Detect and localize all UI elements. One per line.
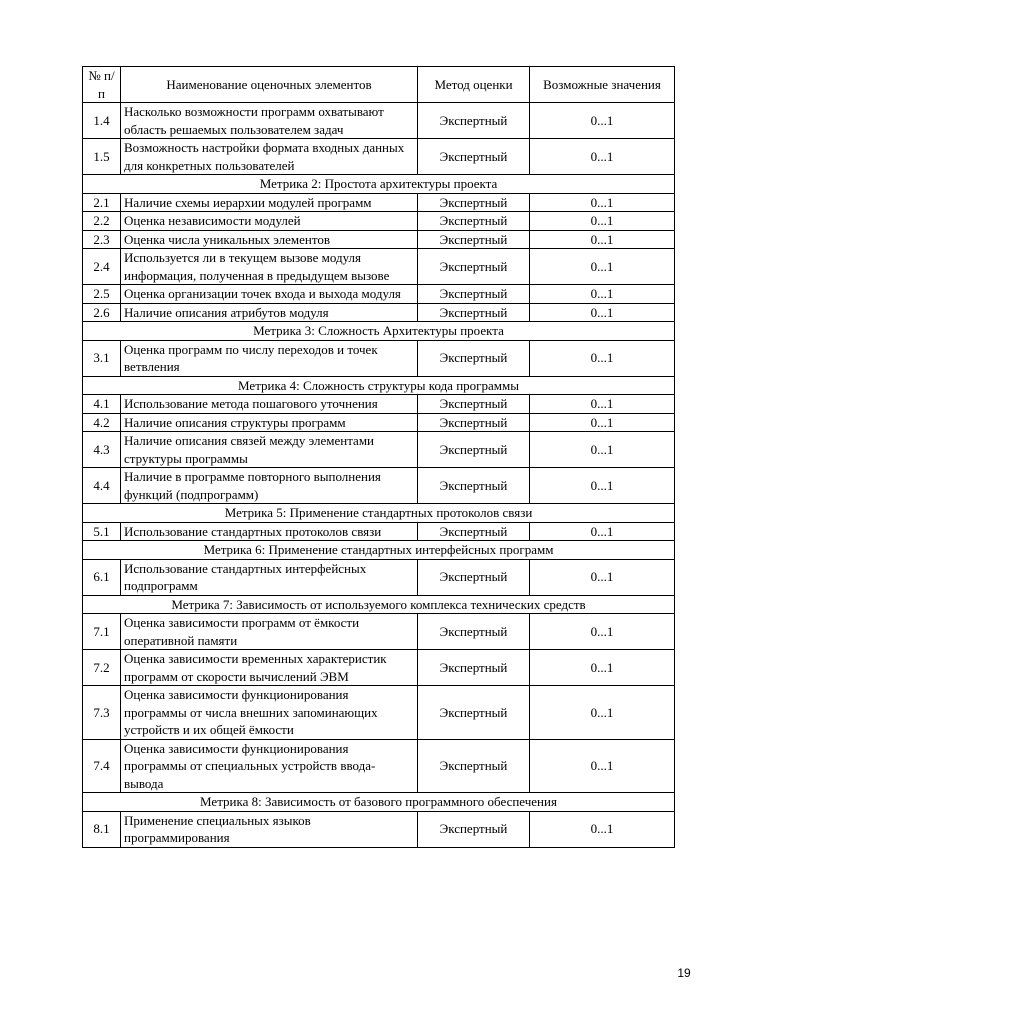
value-range: 0...1 (530, 230, 675, 249)
value-range: 0...1 (530, 193, 675, 212)
value-range: 0...1 (530, 249, 675, 285)
row-number: 4.3 (83, 432, 121, 468)
evaluation-method: Экспертный (418, 230, 530, 249)
value-range: 0...1 (530, 395, 675, 414)
section-row (83, 322, 675, 341)
row-number: 4.1 (83, 395, 121, 414)
value-range: 0...1 (530, 686, 675, 740)
table-row (83, 193, 675, 212)
evaluation-method: Экспертный (418, 432, 530, 468)
element-name: Оценка независимости модулей (121, 212, 418, 231)
value-range: 0...1 (530, 650, 675, 686)
table-row (83, 230, 675, 249)
evaluation-method: Экспертный (418, 139, 530, 175)
table-row (83, 212, 675, 231)
section-title: Метрика 7: Зависимость от используемого комплекса технических средств (83, 595, 675, 614)
table-header-row (83, 67, 675, 103)
evaluation-method: Экспертный (418, 650, 530, 686)
table-row (83, 432, 675, 468)
evaluation-method: Экспертный (418, 212, 530, 231)
value-range: 0...1 (530, 139, 675, 175)
evaluation-method: Экспертный (418, 614, 530, 650)
table-row (83, 139, 675, 175)
row-number: 7.1 (83, 614, 121, 650)
section-row (83, 793, 675, 812)
element-name: Использование стандартных интерфейсных подпрограмм (121, 559, 418, 595)
section-title: Метрика 6: Применение стандартных интерфейсных программ (83, 541, 675, 560)
element-name: Оценка организации точек входа и выхода модуля (121, 285, 418, 304)
row-number: 2.4 (83, 249, 121, 285)
section-title: Метрика 8: Зависимость от базового программного обеспечения (83, 793, 675, 812)
table-row (83, 559, 675, 595)
table-row (83, 614, 675, 650)
section-row (83, 595, 675, 614)
element-name: Оценка зависимости функционирования программы от специальных устройств ввода-вывода (121, 739, 418, 793)
value-range: 0...1 (530, 614, 675, 650)
header-number: № п/п (83, 67, 121, 103)
row-number: 4.4 (83, 468, 121, 504)
element-name: Оценка зависимости функционирования программы от числа внешних запоминающих устройств и их общей ёмкости (121, 686, 418, 740)
header-values: Возможные значения (530, 67, 675, 103)
evaluation-method: Экспертный (418, 686, 530, 740)
row-number: 6.1 (83, 559, 121, 595)
value-range: 0...1 (530, 522, 675, 541)
value-range: 0...1 (530, 285, 675, 304)
evaluation-method: Экспертный (418, 285, 530, 304)
row-number: 3.1 (83, 340, 121, 376)
evaluation-method: Экспертный (418, 559, 530, 595)
table-row (83, 413, 675, 432)
value-range: 0...1 (530, 212, 675, 231)
metrics-table (82, 66, 675, 848)
row-number: 2.2 (83, 212, 121, 231)
table-row (83, 103, 675, 139)
section-row (83, 175, 675, 194)
evaluation-method: Экспертный (418, 468, 530, 504)
element-name: Оценка зависимости временных характеристик программ от скорости вычислений ЭВМ (121, 650, 418, 686)
element-name: Оценка зависимости программ от ёмкости оперативной памяти (121, 614, 418, 650)
evaluation-method: Экспертный (418, 303, 530, 322)
table-row (83, 340, 675, 376)
section-title: Метрика 2: Простота архитектуры проекта (83, 175, 675, 194)
row-number: 4.2 (83, 413, 121, 432)
section-row (83, 504, 675, 523)
element-name: Используется ли в текущем вызове модуля информация, полученная в предыдущем вызове (121, 249, 418, 285)
section-title: Метрика 4: Сложность структуры кода программы (83, 376, 675, 395)
value-range: 0...1 (530, 811, 675, 847)
element-name: Использование стандартных протоколов связи (121, 522, 418, 541)
section-title: Метрика 5: Применение стандартных протоколов связи (83, 504, 675, 523)
section-row (83, 376, 675, 395)
row-number: 2.5 (83, 285, 121, 304)
value-range: 0...1 (530, 303, 675, 322)
evaluation-method: Экспертный (418, 249, 530, 285)
table-row (83, 395, 675, 414)
row-number: 2.3 (83, 230, 121, 249)
page-number: 19 (677, 966, 691, 980)
section-row (83, 541, 675, 560)
value-range: 0...1 (530, 340, 675, 376)
element-name: Наличие схемы иерархии модулей программ (121, 193, 418, 212)
row-number: 5.1 (83, 522, 121, 541)
table-row (83, 811, 675, 847)
table-row (83, 650, 675, 686)
table-row (83, 739, 675, 793)
element-name: Наличие описания атрибутов модуля (121, 303, 418, 322)
evaluation-method: Экспертный (418, 193, 530, 212)
row-number: 7.2 (83, 650, 121, 686)
value-range: 0...1 (530, 103, 675, 139)
value-range: 0...1 (530, 413, 675, 432)
header-method: Метод оценки (418, 67, 530, 103)
element-name: Применение специальных языков программирования (121, 811, 418, 847)
row-number: 8.1 (83, 811, 121, 847)
row-number: 2.6 (83, 303, 121, 322)
element-name: Оценка программ по числу переходов и точек ветвления (121, 340, 418, 376)
table-row (83, 468, 675, 504)
value-range: 0...1 (530, 559, 675, 595)
evaluation-method: Экспертный (418, 103, 530, 139)
row-number: 7.4 (83, 739, 121, 793)
evaluation-method: Экспертный (418, 522, 530, 541)
evaluation-method: Экспертный (418, 811, 530, 847)
element-name: Оценка числа уникальных элементов (121, 230, 418, 249)
evaluation-method: Экспертный (418, 340, 530, 376)
value-range: 0...1 (530, 432, 675, 468)
value-range: 0...1 (530, 739, 675, 793)
row-number: 2.1 (83, 193, 121, 212)
table-row (83, 522, 675, 541)
element-name: Наличие описания структуры программ (121, 413, 418, 432)
evaluation-method: Экспертный (418, 739, 530, 793)
table-row (83, 249, 675, 285)
value-range: 0...1 (530, 468, 675, 504)
evaluation-method: Экспертный (418, 395, 530, 414)
table-row (83, 303, 675, 322)
header-element-name: Наименование оценочных элементов (121, 67, 418, 103)
evaluation-method: Экспертный (418, 413, 530, 432)
element-name: Возможность настройки формата входных данных для конкретных пользователей (121, 139, 418, 175)
element-name: Использование метода пошагового уточнения (121, 395, 418, 414)
element-name: Насколько возможности программ охватывают область решаемых пользователем задач (121, 103, 418, 139)
table-body (83, 103, 675, 848)
row-number: 7.3 (83, 686, 121, 740)
table-row (83, 686, 675, 740)
section-title: Метрика 3: Сложность Архитектуры проекта (83, 322, 675, 341)
element-name: Наличие в программе повторного выполнения функций (подпрограмм) (121, 468, 418, 504)
table-row (83, 285, 675, 304)
row-number: 1.5 (83, 139, 121, 175)
element-name: Наличие описания связей между элементами структуры программы (121, 432, 418, 468)
row-number: 1.4 (83, 103, 121, 139)
